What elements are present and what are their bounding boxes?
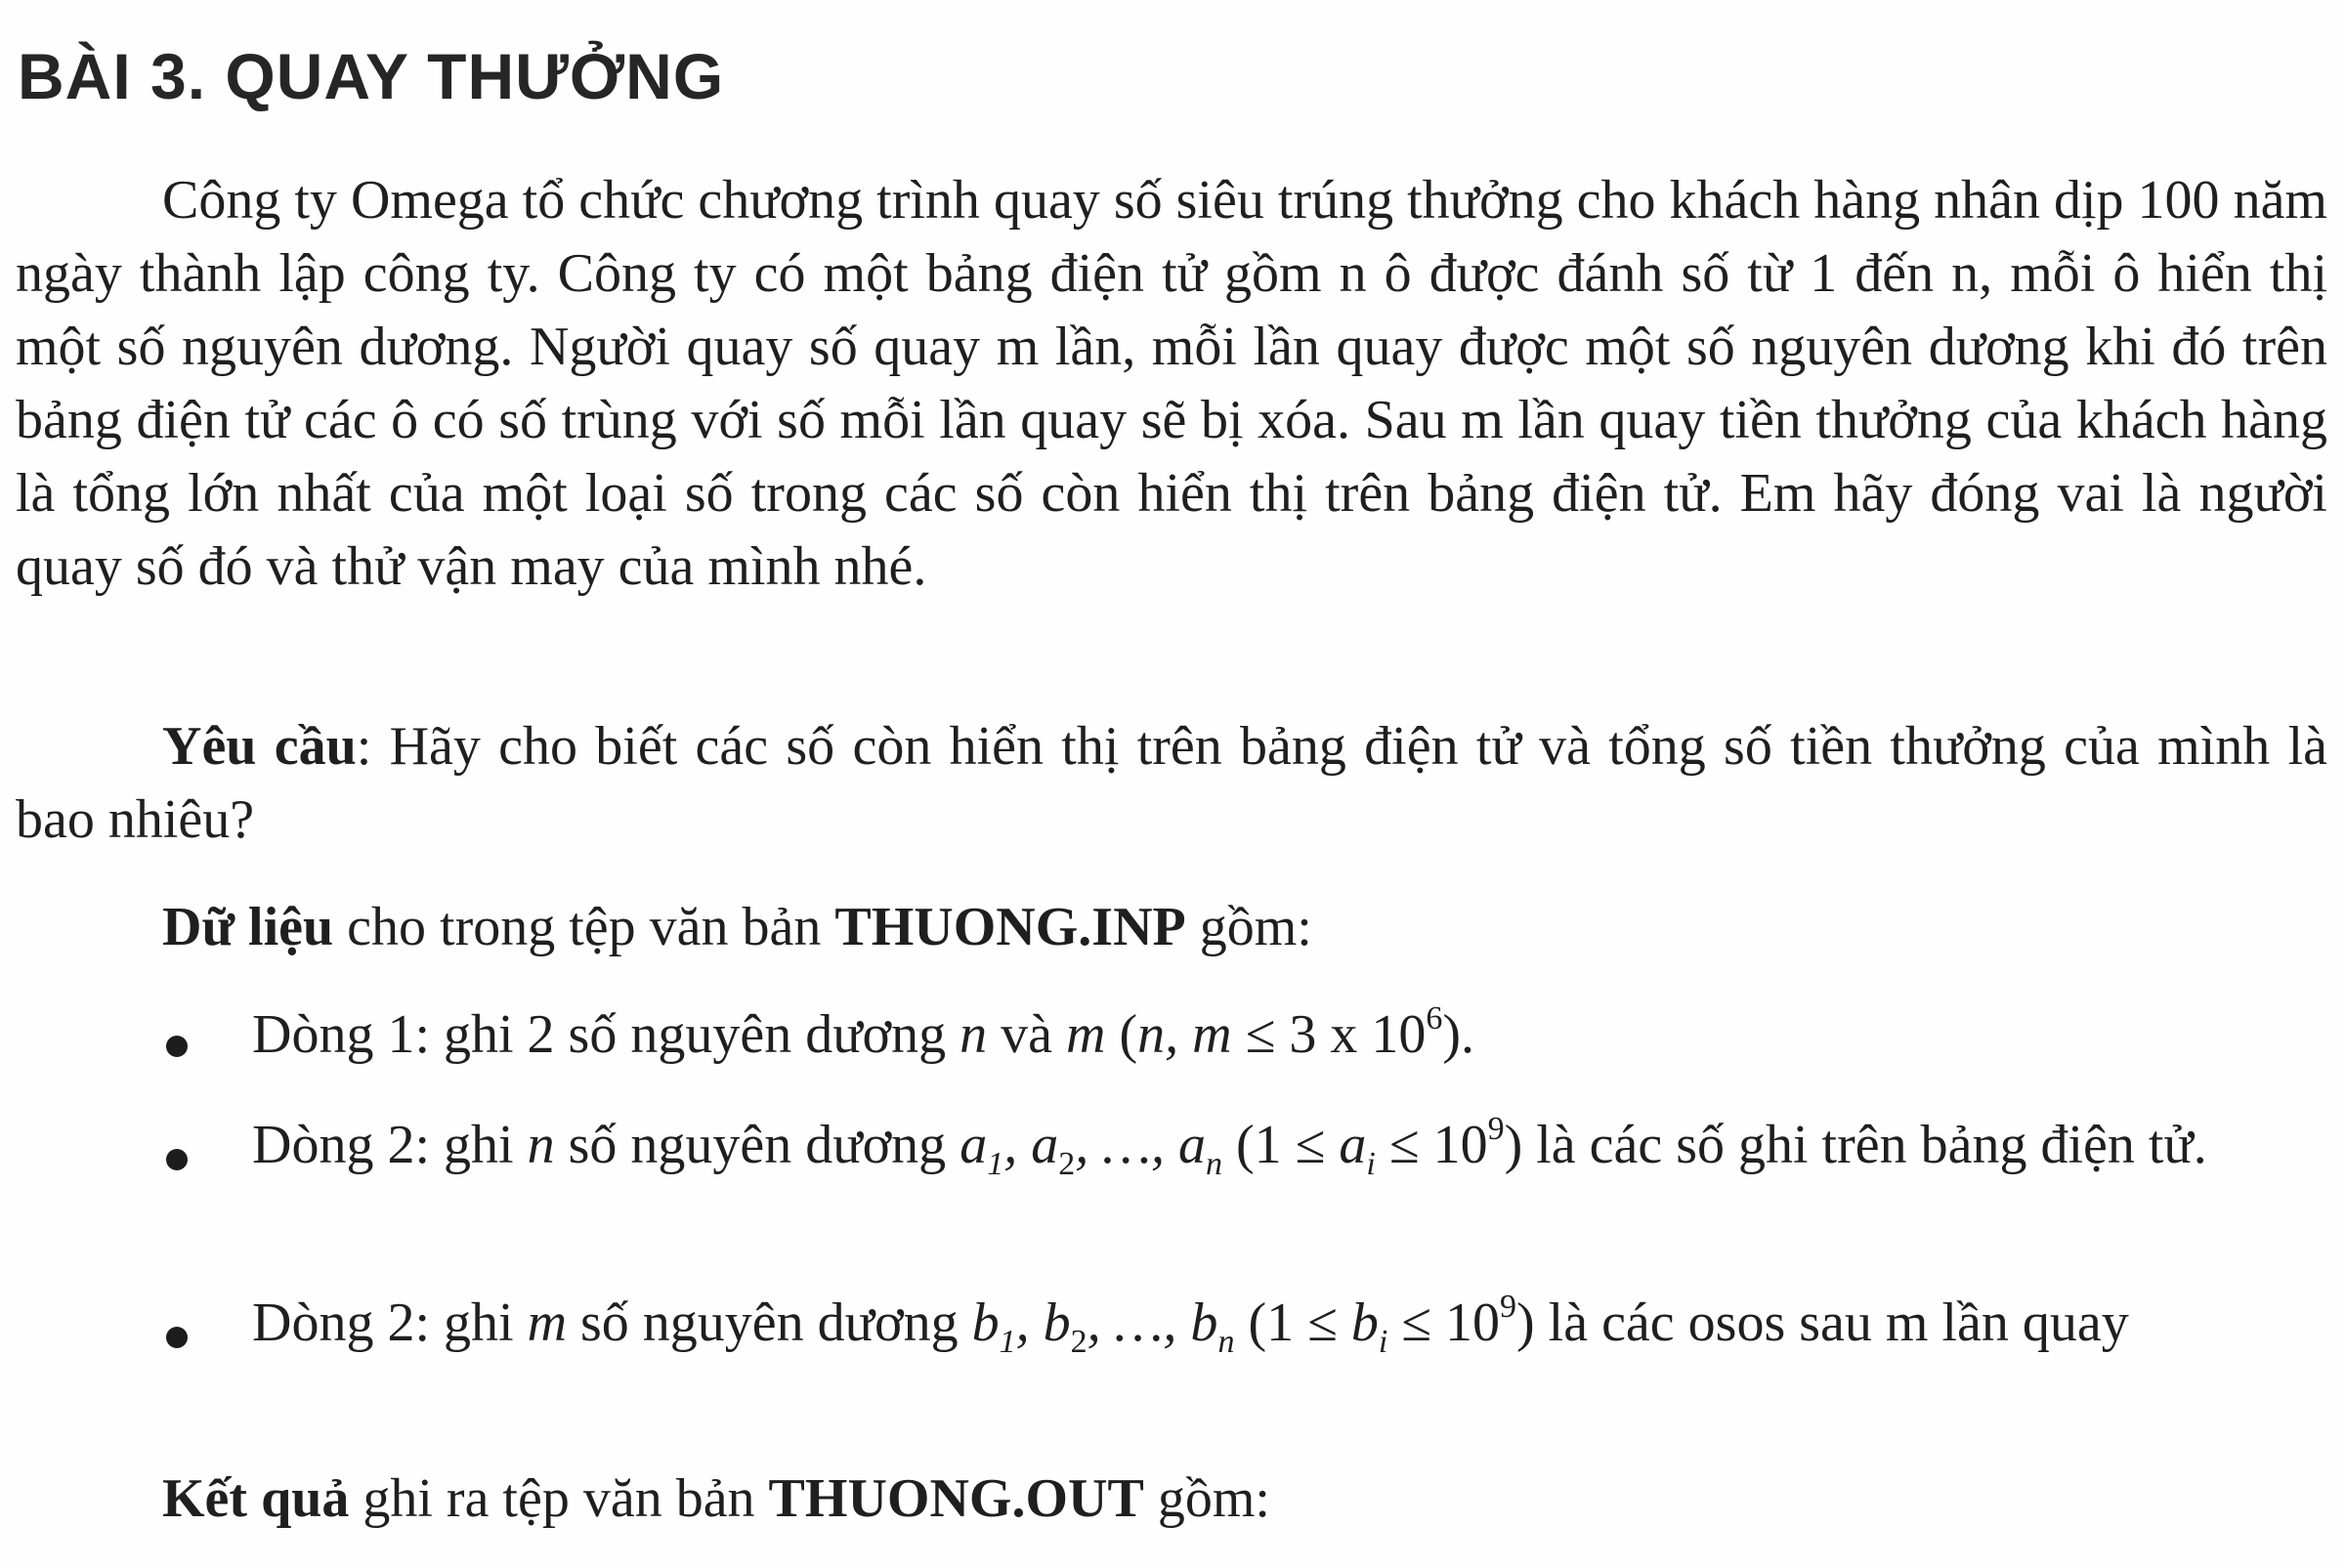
output-tail: gồm:	[1143, 1468, 1270, 1529]
input-text: cho trong tệp văn bản	[333, 897, 835, 957]
output-filename: THUONG.OUT	[768, 1468, 1144, 1529]
requirement-text: : Hãy cho biết các số còn hiển thị trên bảng điện tử và tổng số tiền thưởng của mình là bao nhiêu?	[16, 716, 2327, 850]
input-filename: THUONG.INP	[834, 897, 1186, 957]
input-line-1-text: Dòng 1: ghi 2 số nguyên dương n và m (n, m ≤ 3 x $10^6$).	[252, 1000, 1474, 1065]
input-tail: gồm:	[1185, 897, 1312, 957]
problem-title: BÀI 3. QUAY THƯỞNG	[18, 40, 725, 112]
input-line-2-text: Dòng 2: ghi n số nguyên dương $a_1$, $a_2$, …, $a_n$ $(1 \le a_i \le 10^9)$ là các số ghi trên bảng điện tử.	[252, 1111, 2207, 1182]
output-paragraph	[162, 1462, 1270, 1536]
input-label: Dữ liệu	[162, 897, 334, 957]
input-paragraph	[162, 891, 1312, 964]
requirement-paragraph	[16, 710, 2327, 857]
bullet-icon	[166, 1036, 188, 1057]
bullet-icon	[166, 1149, 188, 1170]
input-line-3-text: Dòng 2: ghi m số nguyên dương $b_1$, $b_2$, …, $b_n$ $(1 \le b_i \le 10^9)$ là các osos sau m lần quay	[252, 1289, 2129, 1360]
output-text: ghi ra tệp văn bản	[349, 1468, 769, 1529]
requirement-label: Yêu cầu	[162, 716, 357, 777]
bullet-icon	[166, 1327, 188, 1348]
output-label: Kết quả	[162, 1468, 350, 1529]
problem-description: Công ty Omega tổ chức chương trình quay số siêu trúng thưởng cho khách hàng nhân dịp 100 năm ngày thành lập công ty. Công ty có một bảng điện tử gồm n ô được đánh số từ 1 đến n, mỗi ô hiển thị một số nguyên dương. Người quay số quay m lần, mỗi lần quay được một số nguyên dương khi đó trên bảng điện tử các ô có số trùng với số mỗi lần quay sẽ bị xóa. Sau m lần quay tiền thưởng của khách hàng là tổng lớn nhất của một loại số trong các số còn hiển thị trên bảng điện tử. Em hãy đóng vai là người quay số đó và thử vận may của mình nhé.	[16, 170, 2327, 597]
